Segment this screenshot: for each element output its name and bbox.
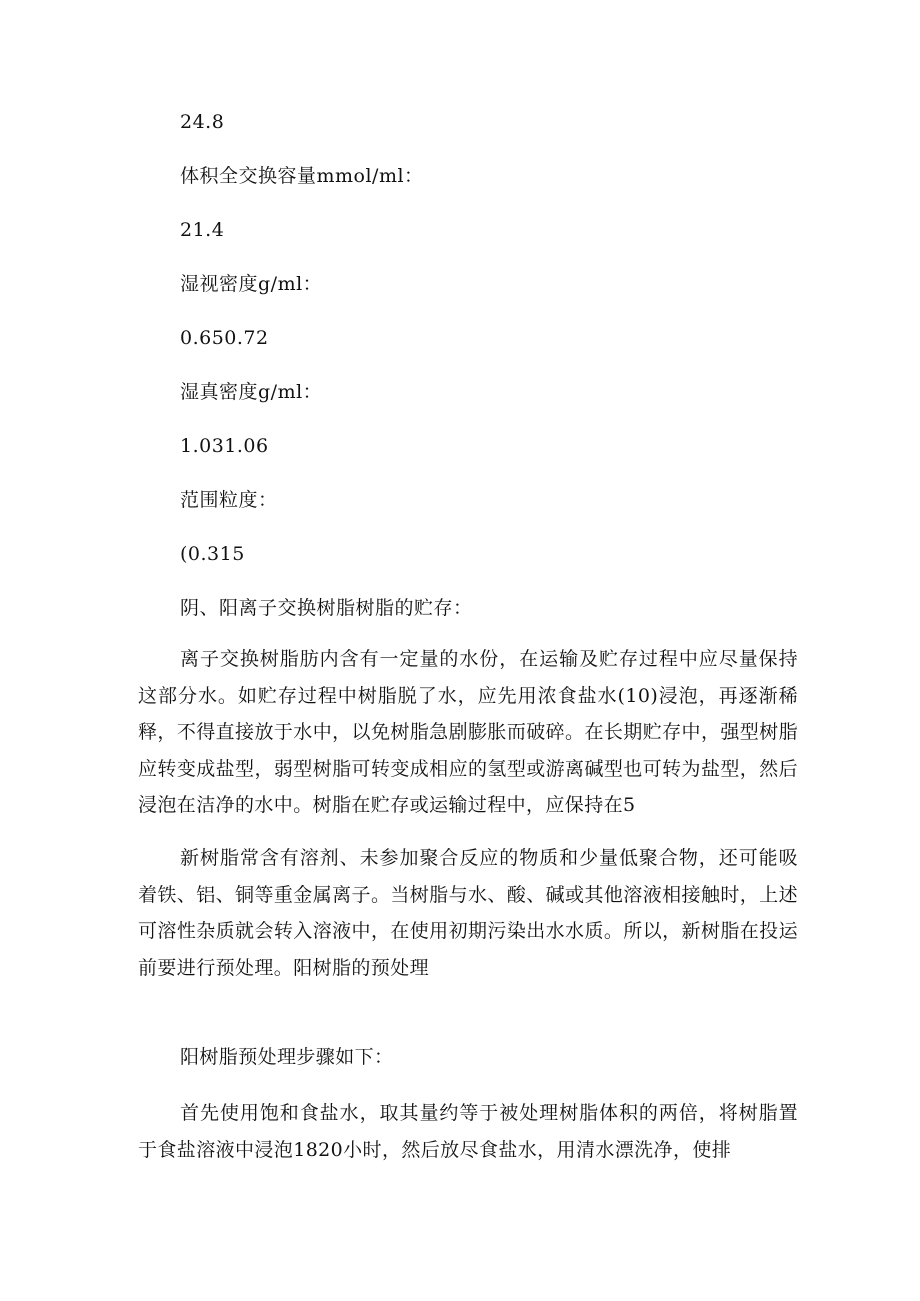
- label-volume-exchange-capacity: 体积全交换容量mmol/ml：: [180, 165, 424, 187]
- value-line-4: 1.031.06: [180, 435, 269, 457]
- label-particle-size-range: 范围粒度：: [180, 489, 278, 511]
- section-heading-storage: 阴、阳离子交换树脂树脂的贮存：: [180, 597, 473, 619]
- value-line-3: 0.650.72: [180, 327, 269, 349]
- label-wet-apparent-density: 湿视密度g/ml：: [180, 273, 323, 295]
- paragraph-cation-steps-heading: 阳树脂预处理步骤如下：: [180, 1046, 394, 1068]
- value-line-2: 21.4: [180, 219, 225, 241]
- value-line-5: (0.315: [180, 543, 245, 565]
- paragraph-storage: 离子交换树脂肪内含有一定量的水份，在运输及贮存过程中应尽量保持这部分水。如贮存过程中树脂脱了水，应先用浓食盐水(10)浸泡，再逐渐稀释，不得直接放于水中，以免树脂急剧膨胀而破碎。在长期贮存中，强型树脂应转变成盐型，弱型树脂可转变成相应的氢型或游离碱型也可转为盐型，然后浸泡在洁净的水中。树脂在贮存或运输过程中，应保持在5: [138, 648, 798, 816]
- paragraph-brine-soaking: 首先使用饱和食盐水，取其量约等于被处理树脂体积的两倍，将树脂置于食盐溶液中浸泡1820小时，然后放尽食盐水，用清水漂洗净，使排: [138, 1102, 798, 1161]
- paragraph-new-resin-impurities: 新树脂常含有溶剂、未参加聚合反应的物质和少量低聚合物，还可能吸着铁、铝、铜等重金属离子。当树脂与水、酸、碱或其他溶液相接触时，上述可溶性杂质就会转入溶液中，在使用初期污染出水水质。所以，新树脂在投运前要进行预处理。阳树脂的预处理: [138, 847, 798, 979]
- label-wet-true-density: 湿真密度g/ml：: [180, 381, 323, 403]
- value-line-1: 24.8: [180, 111, 225, 133]
